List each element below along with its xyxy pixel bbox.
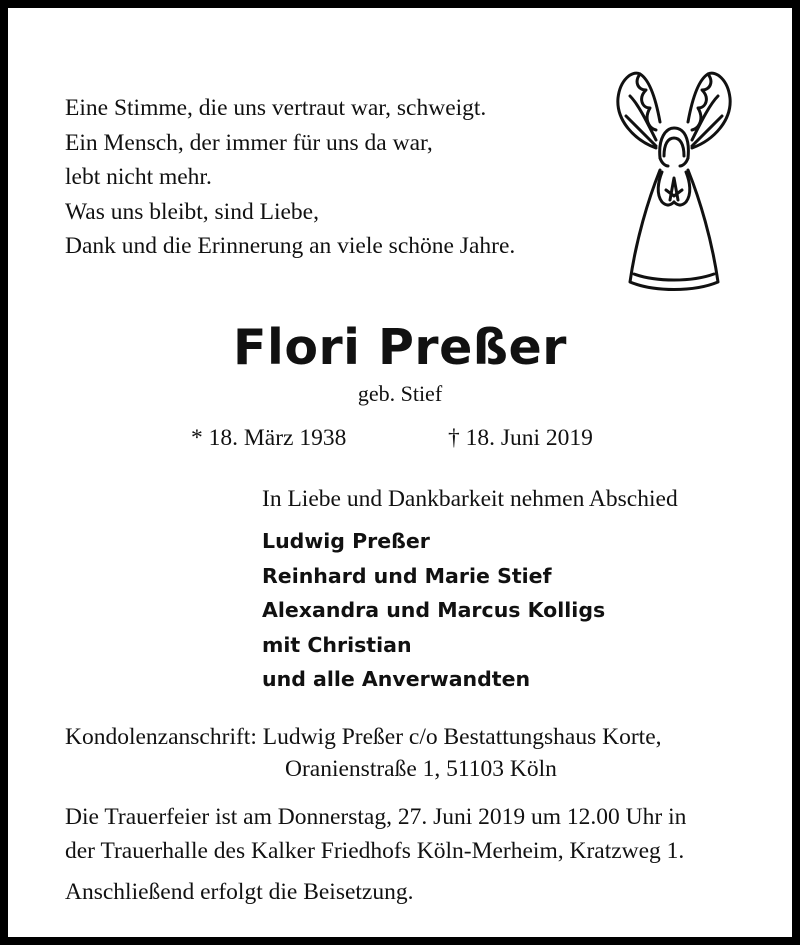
service-line: Die Trauerfeier ist am Donnerstag, 27. Juni 2019 um 12.00 Uhr in: [65, 804, 687, 830]
death-date: † 18. Juni 2019: [448, 425, 593, 451]
burial-info: Anschließend erfolgt die Beisetzung.: [65, 879, 414, 905]
poem-line: Dank und die Erinnerung an viele schöne Jahre.: [65, 233, 516, 259]
mourner-name: Alexandra und Marcus Kolligs: [262, 598, 606, 622]
funeral-service-info: [65, 800, 686, 868]
condolence-line: Oranienstraße 1, 51103 Köln: [285, 756, 557, 782]
poem-line: lebt nicht mehr.: [65, 164, 212, 190]
service-line: der Trauerhalle des Kalker Friedhofs Köln-Merheim, Kratzweg 1.: [65, 838, 685, 864]
memorial-poem: [65, 91, 515, 264]
angel-icon: [604, 60, 744, 296]
poem-line: Ein Mensch, der immer für uns da war,: [65, 129, 433, 156]
mourner-name: mit Christian: [262, 632, 412, 657]
farewell-intro: In Liebe und Dankbarkeit nehmen Abschied: [262, 486, 678, 512]
birth-date: * 18. März 1938: [191, 425, 347, 451]
condolence-line: Kondolenzanschrift: Ludwig Preßer c/o Bestattungshaus Korte,: [65, 724, 662, 750]
mourner-name: Reinhard und Marie Stief: [262, 563, 552, 588]
mourner-name: Ludwig Preßer: [262, 529, 430, 553]
mourners-list: [262, 524, 605, 697]
maiden-name: geb. Stief: [357, 381, 443, 406]
deceased-name: Flori Preßer: [233, 319, 567, 376]
condolence-address: [65, 721, 755, 785]
poem-line: Was uns bleibt, sind Liebe,: [65, 198, 319, 225]
mourner-name: und alle Anverwandten: [262, 667, 531, 691]
poem-line: Eine Stimme, die uns vertraut war, schweigt.: [65, 95, 487, 121]
